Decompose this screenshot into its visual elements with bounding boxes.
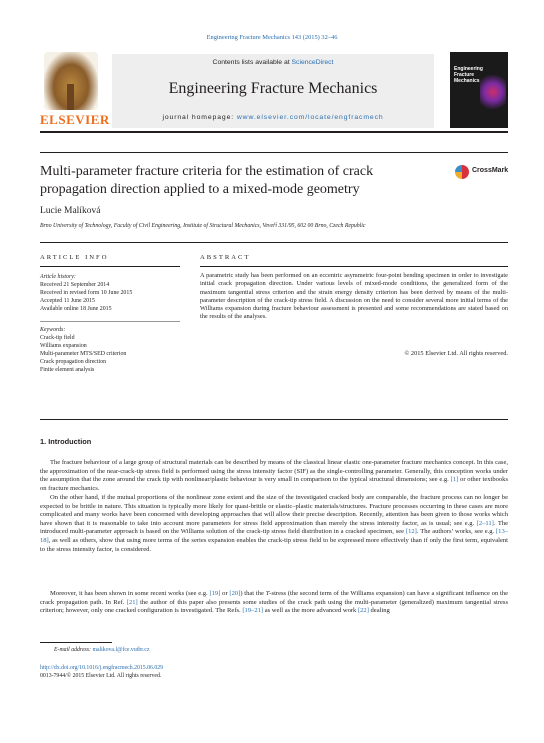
info-top-divider bbox=[40, 242, 508, 243]
paragraph-text: The fracture behaviour of a large group of structural materials can be described by means of the classical linear elastic one-parameter fracture mechanics concept. In this case, the approximation of the near-crack-tip stress field is performed using the stress intensity factor (SIF) as the single-controlling parameter. Generally, this conception works under the assumption that the zone around the crack tip with nonlinear/plastic behaviour is very small in comparison to the typical structural dimensions; see e.g. bbox=[40, 459, 508, 484]
t-stress-symbol: T bbox=[265, 590, 270, 597]
citation-link[interactable]: [21] bbox=[126, 598, 138, 606]
citation-link[interactable]: [2–11] bbox=[476, 519, 494, 527]
abstract-bottom-divider bbox=[40, 419, 508, 420]
history-item: Accepted 11 June 2015 bbox=[40, 297, 95, 304]
introduction-heading: 1. Introduction bbox=[40, 437, 92, 446]
keyword-item: Multi-parameter MTS/SED criterion bbox=[40, 350, 127, 357]
article-info-heading: ARTICLE INFO bbox=[40, 254, 109, 261]
history-divider bbox=[40, 321, 180, 322]
journal-citation-link[interactable]: Engineering Fracture Mechanics 143 (2015) 32–46 bbox=[206, 34, 338, 41]
citation-link[interactable]: [1] bbox=[450, 476, 459, 484]
history-label: Article history: bbox=[40, 274, 76, 280]
citation-link[interactable]: [12] bbox=[405, 528, 417, 536]
journal-cover-thumbnail[interactable] bbox=[450, 52, 508, 128]
paragraph-text: or other textbooks on fracture mechanics. bbox=[40, 476, 508, 492]
elsevier-wordmark: ELSEVIER bbox=[40, 112, 110, 127]
paragraph-text: the author of this paper also presents some studies of the crack path using the multi-parameter (generalized) maximum tangential stress criterion; however, only one cracked configuration is investigated. The Refs. bbox=[40, 598, 508, 615]
citation-link[interactable]: [13–18] bbox=[40, 528, 509, 544]
contents-available-line bbox=[112, 59, 434, 66]
crossmark-icon bbox=[455, 165, 469, 179]
cover-art-image bbox=[480, 74, 506, 114]
doi-link[interactable]: http://dx.doi.org/10.1016/j.engfracmech.2015.06.029 bbox=[40, 665, 164, 671]
author-affiliation: Brno University of Technology, Faculty of Civil Engineering, Institute of Structural Mechanics, Veveří 331/95, 602 00 Brno, Czech Republic bbox=[40, 223, 366, 229]
homepage-link[interactable]: www.elsevier.com/locate/engfracmech bbox=[236, 114, 384, 121]
history-item: Available online 18 June 2015 bbox=[40, 305, 112, 312]
history-item: Received in revised form 10 June 2015 bbox=[40, 289, 133, 296]
paragraph-text: as well as the more advanced work bbox=[264, 607, 357, 615]
abstract-body: A parametric study has been performed on an eccentric asymmetric four-point bending specimen in order to investigate initial crack propagation direction. Under various levels of mixed-mode conditions, the generalized form of the maximum tangential stress criterion and the strain energy density criterion has been derived by means of the multi-parameter description of the crack-tip stress field. A discussion on the need to consider several more initial terms of the Williams expansion during fracture behaviour assessment is presented and some recommendations are stated based on the results of the analyses. bbox=[200, 272, 508, 321]
journal-homepage-line bbox=[112, 114, 434, 121]
paragraph-text: -stress (the second term of the Williams expansion) can have a significant influence on the crack propagation path. In Ref. bbox=[40, 590, 508, 606]
citation-link[interactable]: [22] bbox=[357, 607, 369, 615]
paragraph-text: or bbox=[222, 590, 228, 597]
email-label: E-mail address: bbox=[54, 647, 91, 653]
article-history bbox=[40, 274, 180, 314]
email-footnote bbox=[54, 647, 149, 653]
paragraph-text: . The introduced multi-parameter approach is based on the Williams solution of the crack-tip stress field distribution in a cracked specimen, see bbox=[40, 519, 509, 536]
crossmark-button[interactable] bbox=[455, 162, 511, 184]
author-name[interactable]: Lucie Malíková bbox=[40, 206, 101, 216]
keyword-item: Williams expansion bbox=[40, 342, 87, 349]
contents-prefix: Contents lists available at bbox=[212, 59, 292, 66]
cover-title: Engineering Fracture Mechanics bbox=[454, 66, 483, 84]
tree-trunk bbox=[67, 84, 74, 110]
keyword-item: Crack propagation direction bbox=[40, 358, 107, 365]
article-title: Multi-parameter fracture criteria for the estimation of crack propagation direction applied to a mixed-mode geometry bbox=[40, 164, 374, 197]
header-divider bbox=[40, 131, 508, 133]
history-item: Received 21 September 2014 bbox=[40, 281, 110, 288]
intro-paragraph-2 bbox=[40, 494, 508, 554]
issn-copyright: 0013-7944/© 2015 Elsevier Ltd. All rights reserved. bbox=[40, 673, 162, 679]
keywords-label: Keywords: bbox=[40, 327, 66, 333]
intro-paragraph-1 bbox=[40, 459, 508, 493]
intro-paragraph-3 bbox=[40, 590, 508, 616]
paragraph-text: . The authors’ works, see e.g. bbox=[416, 528, 495, 536]
homepage-prefix: journal homepage: bbox=[162, 114, 237, 121]
keywords-list bbox=[40, 327, 180, 374]
paragraph-text: dealing bbox=[370, 607, 390, 615]
citation-link[interactable]: [19] bbox=[209, 590, 221, 597]
paragraph-text: On the other hand, if the mutual proportions of the nonlinear zone extent and the size of the investigated cracked body are comparable, the fracture process can no longer be expected to be brittle in nature. This situation is typically more likely for quasi-brittle or elastic–plastic materials/structures. Fracture processes occurring in these cases are more complicated and many works have been concerned with developing approaches that will allow their precise description. Recently, attention has been given to those works which have shown that it is reasonable to take into account more parameters for stress field approximation than merely the stress intensity factor, as is usual; see e.g. bbox=[40, 494, 508, 527]
abstract-heading: ABSTRACT bbox=[200, 254, 251, 261]
article-info-divider bbox=[40, 266, 180, 267]
author-email-link[interactable]: malikova.l@fce.vutbr.cz bbox=[92, 647, 150, 653]
elsevier-logo bbox=[40, 52, 110, 128]
citation-link[interactable]: [20] bbox=[229, 590, 241, 597]
paragraph-text: Moreover, it has been shown in some recent works (see e.g. bbox=[50, 590, 208, 597]
journal-title: Engineering Fracture Mechanics bbox=[168, 80, 378, 97]
abstract-copyright: © 2015 Elsevier Ltd. All rights reserved. bbox=[404, 350, 508, 357]
sciencedirect-link[interactable]: ScienceDirect bbox=[291, 59, 334, 66]
paragraph-text: , as well as others, show that using more terms of the series expansion enables the crack-tip stress field to be expressed more effectively than if only the first term, equivalent to the stress intensity factor, is considered. bbox=[40, 536, 508, 553]
citation-link[interactable]: [19–21] bbox=[242, 607, 264, 615]
keyword-item: Crack-tip field bbox=[40, 334, 75, 341]
keyword-item: Finite element analysis bbox=[40, 366, 95, 373]
paragraph-text: ) that the bbox=[240, 590, 264, 597]
crossmark-label: CrossMark bbox=[472, 167, 509, 174]
abstract-divider bbox=[200, 266, 508, 267]
title-top-divider bbox=[40, 152, 508, 153]
footnote-divider bbox=[40, 642, 112, 643]
